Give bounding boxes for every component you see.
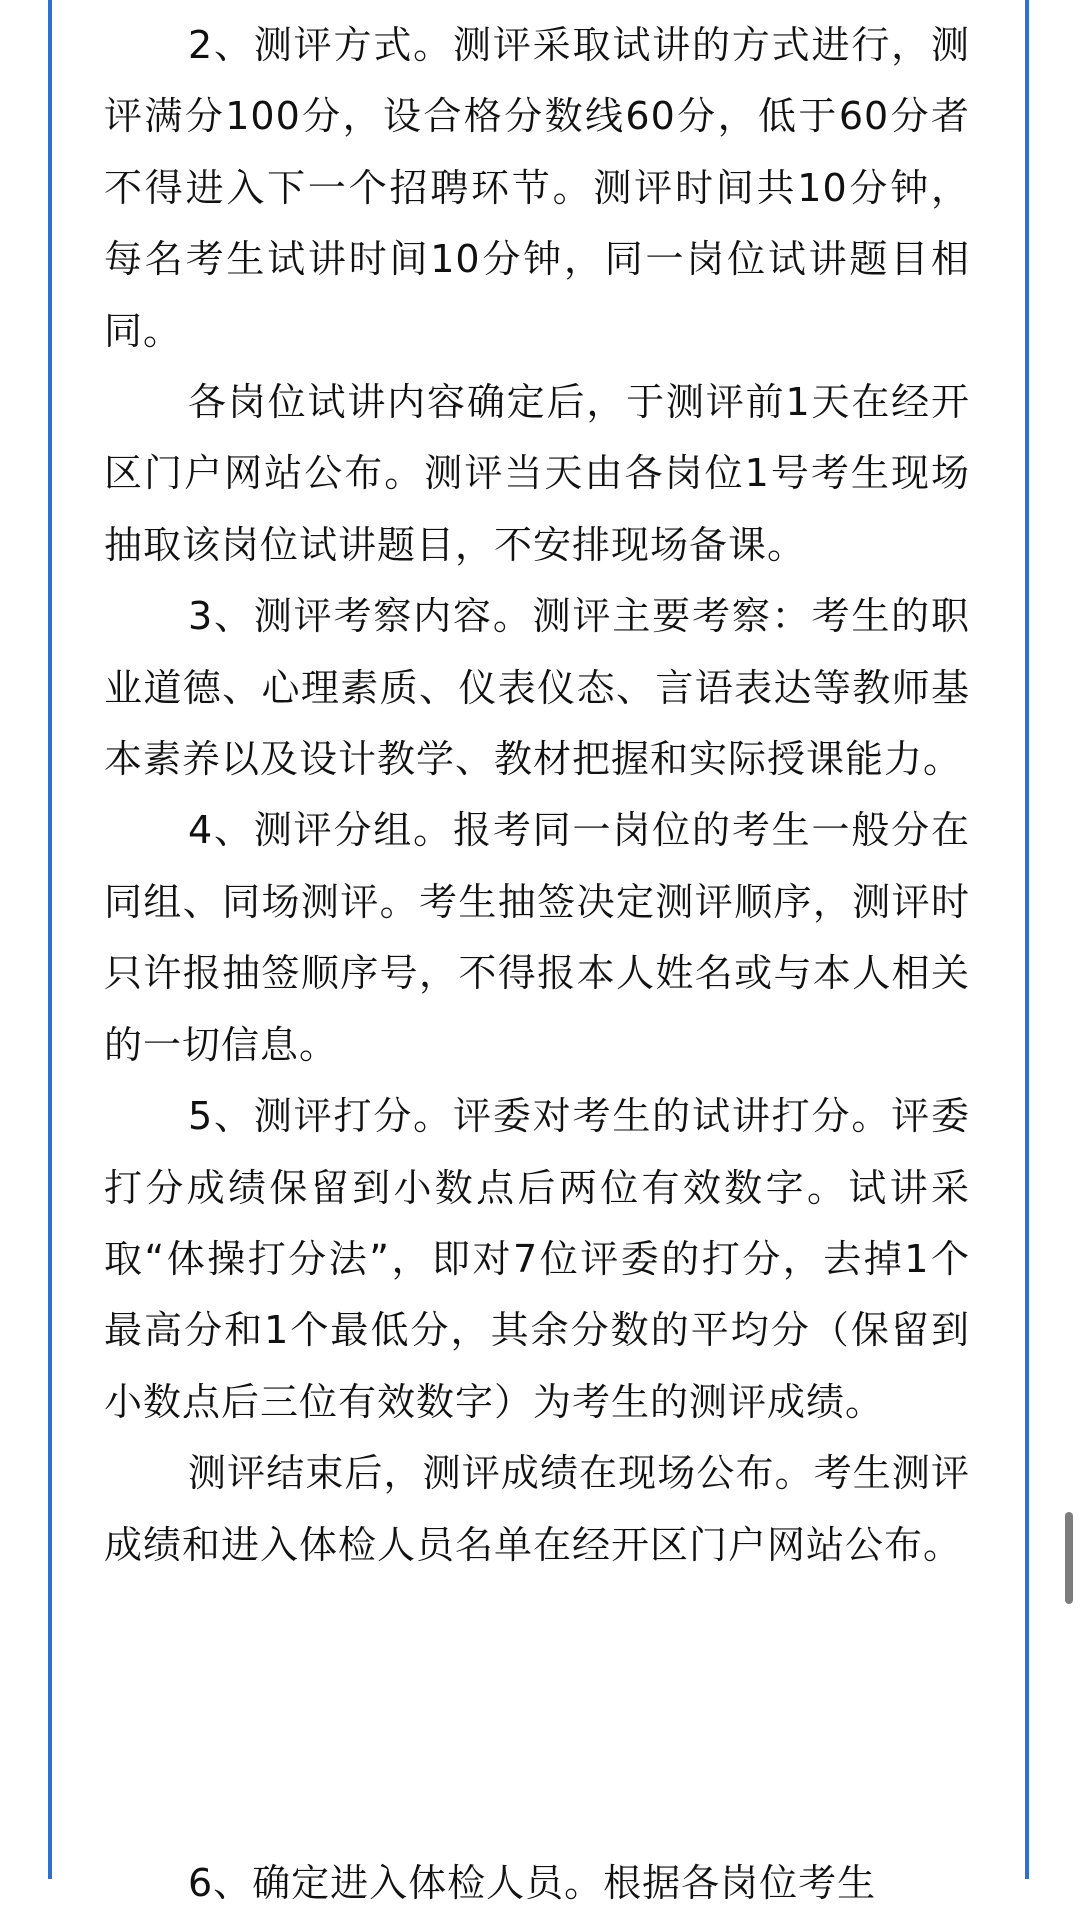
paragraph-assessment-grouping: 4、测评分组。报考同一岗位的考生一般分在同组、同场测评。考生抽签决定测评顺序，测评时只许报抽签顺序号，不得报本人姓名或与本人相关的一切信息。 bbox=[104, 808, 970, 1067]
paragraph-assessment-method: 2、测评方式。测评采取试讲的方式进行，测评满分100分，设合格分数线60分，低于60分者不得进入下一个招聘环节。测评时间共10分钟，每名考生试讲时间10分钟，同一岗位试讲题目相同。 bbox=[104, 23, 970, 353]
paragraph-topic-publication: 各岗位试讲内容确定后，于测评前1天在经开区门户网站公布。测评当天由各岗位1号考生现场抽取该岗位试讲题目，不安排现场备课。 bbox=[104, 380, 970, 567]
article-content bbox=[104, 10, 970, 1581]
partial-next-paragraph: 6、确定进入体检人员。根据各岗位考生 bbox=[188, 1861, 877, 1905]
scrollbar-thumb[interactable] bbox=[1065, 1512, 1073, 1604]
paragraph-assessment-content: 3、测评考察内容。测评主要考察：考生的职业道德、心理素质、仪表仪态、言语表达等教师基本素养以及设计教学、教材把握和实际授课能力。 bbox=[104, 594, 970, 782]
paragraph-results-publication: 测评结束后，测评成绩在现场公布。考生测评成绩和进入体检人员名单在经开区门户网站公布。 bbox=[104, 1451, 970, 1567]
left-border-line bbox=[48, 0, 52, 1879]
paragraph-scoring: 5、测评打分。评委对考生的试讲打分。评委打分成绩保留到小数点后两位有效数字。试讲采取“体操打分法”，即对7位评委的打分，去掉1个最高分和1个最低分，其余分数的平均分（保留到小数点后三位有效数字）为考生的测评成绩。 bbox=[104, 1094, 970, 1424]
right-border-line bbox=[1025, 0, 1029, 1879]
